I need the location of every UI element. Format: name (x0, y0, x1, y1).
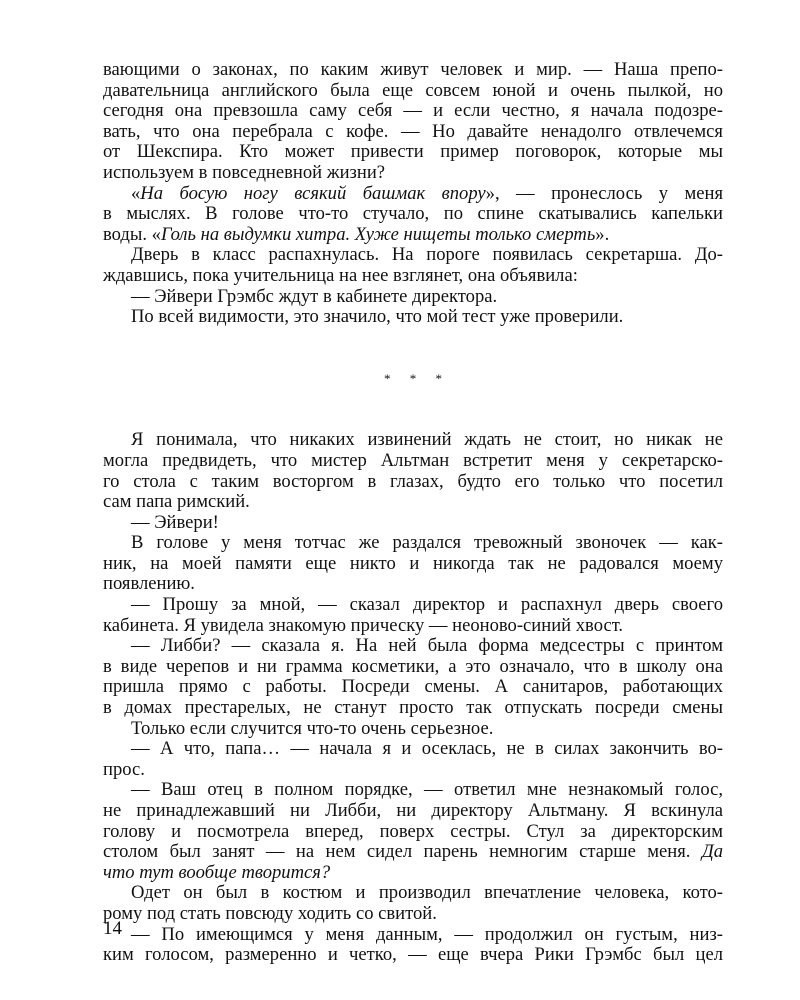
text-line: сам папа римский. (103, 491, 250, 513)
text-line: — По имеющимся у меня данным, — продолжил он густым, низ- (131, 923, 723, 945)
italic-line: что тут вообще творится? (103, 861, 331, 883)
text-line: появлению. (103, 573, 195, 595)
text-line: вающими о законах, по каким живут человек и мир. — Наша препо- (103, 59, 723, 80)
text-line: ким голосом, размеренно и четко, — еще вчера Рики Грэмбс был цел (103, 944, 723, 966)
text-line: пришла прямо с работы. Посреди смены. А санитаров, работающих (103, 676, 723, 698)
proverb-1: На босую ногу всякий башмак впору (140, 182, 486, 204)
text-line: Дверь в класс распахнулась. На пороге появилась секретарша. До- (131, 244, 723, 266)
thought-line-1: «На босую ногу всякий башмак впору», — пронеслось у меня (131, 182, 723, 204)
text-line: — Прошу за мной, — сказал директор и распахнул дверь своего (131, 594, 723, 616)
text-line: — А что, папа… — начала я и осеклась, не в силах закончить во- (131, 738, 723, 760)
text-line: Я понимала, что никаких извинений ждать не стоит, но никак не (131, 429, 723, 451)
page-number: 14 (103, 918, 122, 939)
text-line: давательница английского была еще совсем юной и очень пылкой, но (103, 79, 723, 101)
text-line: ник, на моей памяти еще никто и никогда так не радовался моему (103, 552, 723, 574)
body-text (103, 60, 723, 966)
text-line: могла предвидеть, что мистер Альтман встретит меня у секретарско- (103, 449, 723, 471)
text-line: голову и посмотрела вперед, поверх сестры. Стул за директорским (103, 820, 723, 842)
text-line: рому под стать повсюду ходить со свитой. (103, 902, 437, 924)
text-line: не принадлежавший ни Либби, ни директору Альтману. Я вскинула (103, 800, 723, 821)
thought-line-3: воды. «Голь на выдумки хитра. Хуже нищеты только смерть». (103, 223, 610, 245)
text-line: В голове у меня тотчас же раздался тревожный звоночек — как- (131, 532, 723, 554)
text-line: го стола с таким восторгом в глазах, будто его только что посетил (103, 470, 723, 492)
text-line: — Эйвери Грэмбс ждут в кабинете директора. (131, 285, 498, 307)
text-line: используем в повседневной жизни? (103, 161, 386, 183)
desk-line: столом был занят — на нем сидел парень немногим старше меня. Да (103, 841, 723, 863)
text-line: — Либби? — сказала я. На ней была форма медсестры с принтом (131, 635, 723, 657)
text-line: в виде черепов и ни грамма косметики, а это означало, что в школу она (103, 655, 723, 677)
text-line: Одет он был в костюм и производил впечатление человека, кото- (131, 882, 723, 904)
proverb-2: Голь на выдумки хитра. Хуже нищеты только смерть (160, 223, 596, 245)
text-line: ждавшись, пока учительница на нее взглянет, она объявила: (103, 264, 578, 286)
text-line: в домах престарелых, не станут просто так отпускать посреди смены (103, 697, 723, 719)
text-line: прос. (103, 758, 145, 780)
italic-fragment: Да (701, 841, 723, 863)
text-line: По всей видимости, это значило, что мой тест уже проверили. (131, 306, 624, 328)
text-line: — Эйвери! (131, 511, 219, 533)
text-line: кабинета. Я увидела знакомую прическу — неоново-синий хвост. (103, 614, 624, 636)
thought-line-2: в мыслях. В голове что-то стучало, по спине скатывались капельки (103, 203, 723, 225)
text-line: — Ваш отец в полном порядке, — ответил мне незнакомый голос, (131, 779, 723, 801)
section-separator: * * * (384, 370, 450, 386)
text-line: от Шекспира. Кто может привести пример поговорок, которые мы (103, 141, 723, 163)
text-line: сегодня она превзошла саму себя — и если честно, я начала подозре- (103, 100, 723, 122)
text-line: вать, что она перебрала с кофе. — Но давайте ненадолго отвлечемся (103, 120, 723, 142)
text-line: Только если случится что-то очень серьезное. (131, 717, 494, 739)
